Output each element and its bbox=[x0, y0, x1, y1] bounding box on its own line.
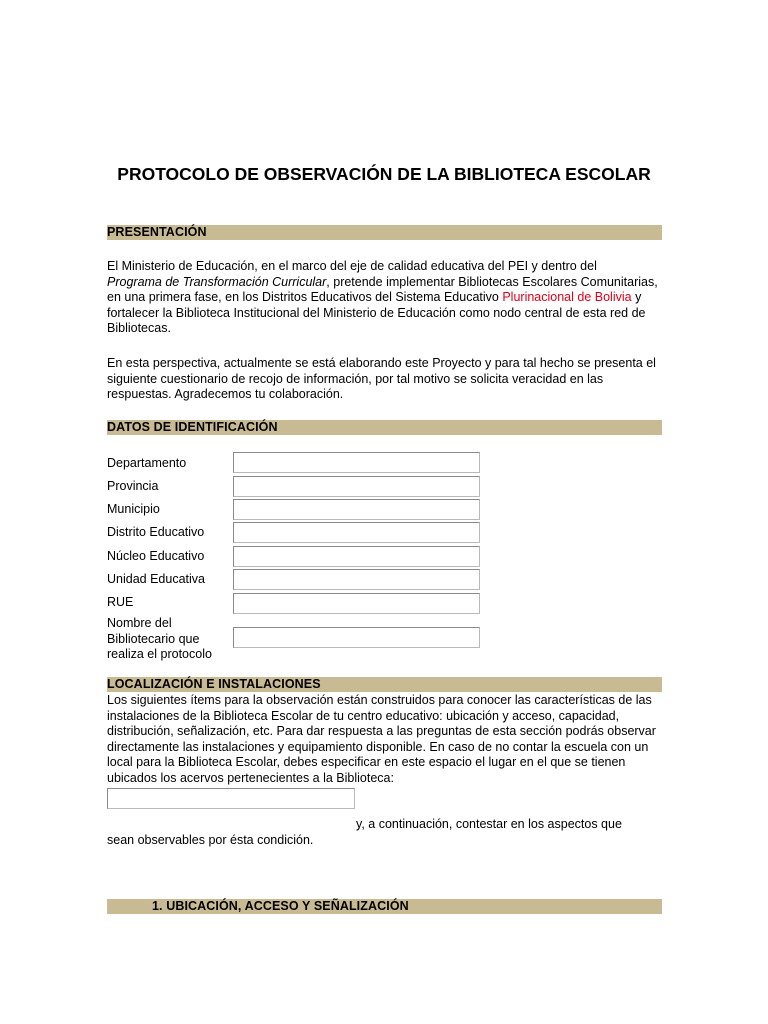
section-heading-presentacion: PRESENTACIÓN bbox=[107, 225, 662, 240]
label-nombre-bibliotecario: Nombre del Bibliotecario que realiza el protocolo bbox=[107, 616, 212, 661]
distrito-educativo-field[interactable] bbox=[233, 522, 480, 543]
section-heading-ubicacion: 1. UBICACIÓN, ACCESO Y SEÑALIZACIÓN bbox=[107, 899, 662, 914]
label-municipio: Municipio bbox=[107, 502, 160, 516]
municipio-field[interactable] bbox=[233, 499, 480, 520]
label-rue: RUE bbox=[107, 595, 134, 609]
rue-field[interactable] bbox=[233, 593, 480, 614]
unidad-educativa-field[interactable] bbox=[233, 569, 480, 590]
label-distrito-educativo: Distrito Educativo bbox=[107, 525, 205, 539]
program-name: Programa de Transformación Curricular bbox=[107, 274, 327, 289]
localizacion-paragraph: Los siguientes ítems para la observación están construidos para conocer las características de las instalaciones de la Biblioteca Escolar de tu centro educativo: ubicación y acceso, capacidad, distribución, señalización, etc. Para dar respuesta a las preguntas de esta sección podrás observar directamente las instalaciones y equipamiento disponible. En caso de no contar la escuela con un local para la Biblioteca Escolar, debes especificar en este espacio el lugar en el que se tienen ubicados los acervos pertenecientes a la Biblioteca: bbox=[107, 693, 656, 785]
label-nucleo-educativo: Núcleo Educativo bbox=[107, 549, 205, 563]
document-title: PROTOCOLO DE OBSERVACIÓN DE LA BIBLIOTECA ESCOLAR bbox=[117, 164, 651, 184]
nucleo-educativo-field[interactable] bbox=[233, 546, 480, 567]
provincia-field[interactable] bbox=[233, 476, 480, 497]
label-departamento: Departamento bbox=[107, 456, 187, 470]
localizacion-continuation-a: y, a continuación, contestar en los aspectos que bbox=[356, 817, 622, 831]
localizacion-continuation-b: sean observables por ésta condición. bbox=[107, 833, 314, 847]
presentation-text-a: El Ministerio de Educación, en el marco del eje de calidad educativa del PEI y dentro del bbox=[107, 259, 597, 273]
label-provincia: Provincia bbox=[107, 479, 159, 493]
departamento-field[interactable] bbox=[233, 452, 480, 473]
section-heading-localizacion: LOCALIZACIÓN E INSTALACIONES bbox=[107, 677, 662, 692]
plurinational-link-text: Plurinacional de Bolivia bbox=[502, 290, 632, 304]
presentation-paragraph-2: En esta perspectiva, actualmente se está elaborando este Proyecto y para tal hecho se presenta el siguiente cuestionario de recojo de información, por tal motivo se solicita veracidad en las respuestas. Agradecemos tu colaboración. bbox=[107, 356, 656, 401]
section-heading-datos: DATOS DE IDENTIFICACIÓN bbox=[107, 420, 662, 435]
ubicacion-acervos-field[interactable] bbox=[107, 788, 355, 809]
presentation-text-c: y fortalecer la Biblioteca Institucional del Ministerio de Educación como nodo central de esta red de Bibliotecas. bbox=[107, 290, 646, 335]
presentation-paragraph-1 bbox=[107, 259, 667, 337]
nombre-bibliotecario-field[interactable] bbox=[233, 627, 480, 648]
label-unidad-educativa: Unidad Educativa bbox=[107, 572, 205, 586]
presentation-text-b: , pretende implementar Bibliotecas Escolares Comunitarias, en una primera fase, en los Distritos Educativos del Sistema Educativo bbox=[107, 274, 658, 304]
